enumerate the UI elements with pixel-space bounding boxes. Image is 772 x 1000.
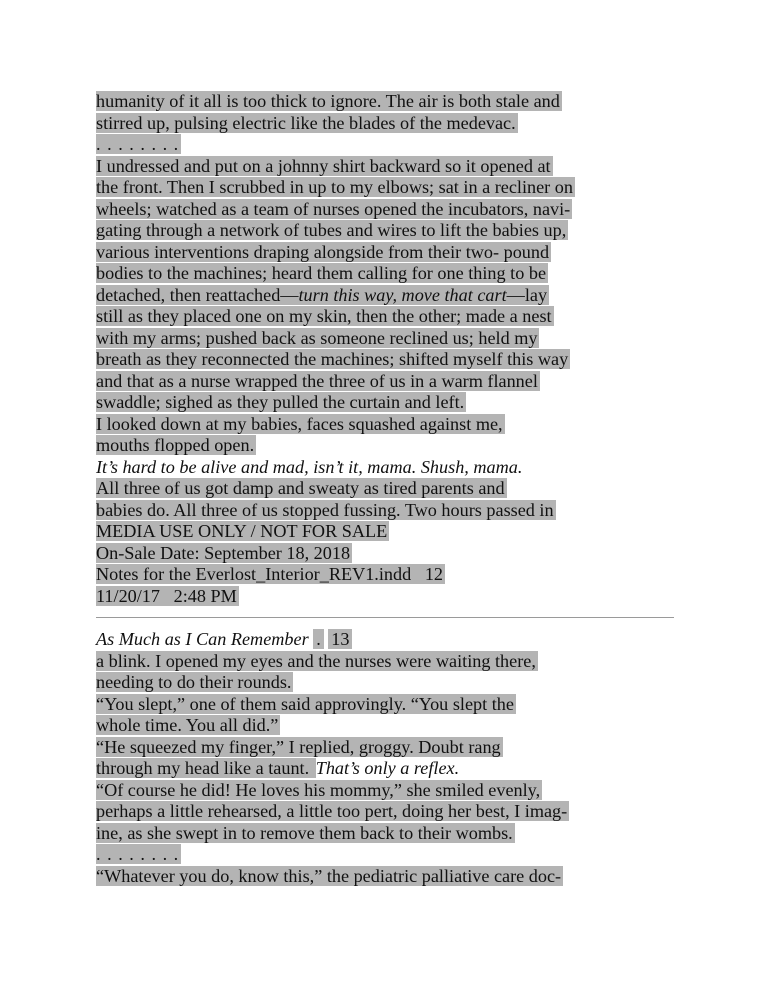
italic-text: turn this way, move that cart <box>298 284 507 305</box>
text-line <box>96 392 696 414</box>
highlighted-text: bodies to the machines; heard them calling for one thing to be <box>96 263 547 283</box>
text-line <box>96 199 696 221</box>
slug-file-name <box>96 564 696 586</box>
text-line <box>96 177 696 199</box>
slug-media-notice <box>96 521 696 543</box>
highlighted-text: wheels; watched as a team of nurses opened the incubators, navi- <box>96 198 571 219</box>
text-line <box>96 306 696 328</box>
highlighted-text: 11/20/17 2:48 PM <box>96 585 237 606</box>
highlighted-text: mouths flopped open. <box>96 435 255 455</box>
text-line <box>96 866 696 888</box>
highlighted-text: the front. Then I scrubbed in up to my elbows; sat in a recliner on <box>96 177 573 197</box>
highlighted-text: MEDIA USE ONLY / NOT FOR SALE <box>96 521 388 541</box>
text-line <box>96 500 696 522</box>
highlighted-text: perhaps a little rehearsed, a little too pert, doing her best, I imag- <box>96 801 568 821</box>
highlighted-text: ine, as she swept in to remove them back to their wombs. <box>96 822 513 843</box>
text-line <box>96 414 696 436</box>
page-12-text <box>96 91 696 607</box>
text-line <box>96 457 696 479</box>
text-run: —lay <box>506 284 548 305</box>
highlighted-text <box>96 285 549 305</box>
highlighted-text: various interventions draping alongside from their two- pound <box>96 241 550 262</box>
highlighted-text <box>96 758 316 778</box>
highlighted-text: with my arms; pushed back as someone reclined us; held my <box>96 327 538 348</box>
highlighted-text: babies do. All three of us stopped fussing. Two hours passed in <box>96 499 554 520</box>
highlighted-text: I undressed and put on a johnny shirt backward so it opened at <box>96 155 551 176</box>
text-line <box>96 371 696 393</box>
highlighted-text: stirred up, pulsing electric like the blades of the medevac. <box>96 112 516 133</box>
text-line <box>96 242 696 264</box>
highlighted-text: swaddle; sighed as they pulled the curtain and left. <box>96 392 465 412</box>
running-header <box>96 629 696 651</box>
slug-on-sale-date <box>96 543 696 565</box>
text-line <box>96 780 696 802</box>
highlighted-text: whole time. You all did.” <box>96 715 279 735</box>
highlighted-text: a blink. I opened my eyes and the nurses were waiting there, <box>96 650 536 671</box>
highlighted-text: . . . . . . . . <box>96 844 180 864</box>
page-number: 13 <box>328 629 352 649</box>
text-run: through my head like a taunt. <box>96 758 314 778</box>
page-divider <box>96 617 674 618</box>
text-line <box>96 801 696 823</box>
highlighted-text: needing to do their rounds. <box>96 672 292 692</box>
text-line <box>96 156 696 178</box>
highlighted-text: On-Sale Date: September 18, 2018 <box>96 542 351 563</box>
header-separator: . <box>313 629 324 649</box>
running-title: As Much as I Can Remember <box>96 629 309 649</box>
text-line <box>96 328 696 350</box>
text-line <box>96 113 696 135</box>
section-break-dots <box>96 134 696 156</box>
text-run: detached, then reattached— <box>96 284 299 305</box>
italic-text: It’s hard to be alive and mad, isn’t it, mama. Shush, mama. <box>96 456 523 477</box>
text-line <box>96 715 696 737</box>
text-line <box>96 91 696 113</box>
slug-timestamp <box>96 586 696 608</box>
page-13-text <box>96 629 696 887</box>
highlighted-text: and that as a nurse wrapped the three of us in a warm flannel <box>96 370 538 391</box>
text-line <box>96 823 696 845</box>
highlighted-text: still as they placed one on my skin, then the other; made a nest <box>96 306 552 326</box>
text-line <box>96 672 696 694</box>
text-line <box>96 220 696 242</box>
highlighted-text: humanity of it all is too thick to ignore. The air is both stale and <box>96 91 560 111</box>
highlighted-text: “You slept,” one of them said approvingly. “You slept the <box>96 693 514 714</box>
text-line <box>96 651 696 673</box>
highlighted-text: Notes for the Everlost_Interior_REV1.indd 12 <box>96 564 444 584</box>
highlighted-text: gating through a network of tubes and wires to lift the babies up, <box>96 220 567 240</box>
text-line <box>96 478 696 500</box>
text-line <box>96 285 696 307</box>
text-line <box>96 349 696 371</box>
highlighted-text: “He squeezed my finger,” I replied, groggy. Doubt rang <box>96 736 501 757</box>
highlighted-text: breath as they reconnected the machines; shifted myself this way <box>96 349 569 369</box>
text-line <box>96 737 696 759</box>
italic-text: That’s only a reflex. <box>315 758 460 778</box>
text-line <box>96 263 696 285</box>
highlighted-text: “Of course he did! He loves his mommy,” she smiled evenly, <box>96 779 541 800</box>
text-line <box>96 435 696 457</box>
highlighted-text: “Whatever you do, know this,” the pediatric palliative care doc- <box>96 865 562 886</box>
highlighted-text: I looked down at my babies, faces squashed against me, <box>96 413 503 434</box>
highlighted-text: All three of us got damp and sweaty as tired parents and <box>96 478 505 498</box>
text-line <box>96 758 696 780</box>
section-break-dots <box>96 844 696 866</box>
text-line <box>96 694 696 716</box>
highlighted-text: . . . . . . . . <box>96 134 180 154</box>
